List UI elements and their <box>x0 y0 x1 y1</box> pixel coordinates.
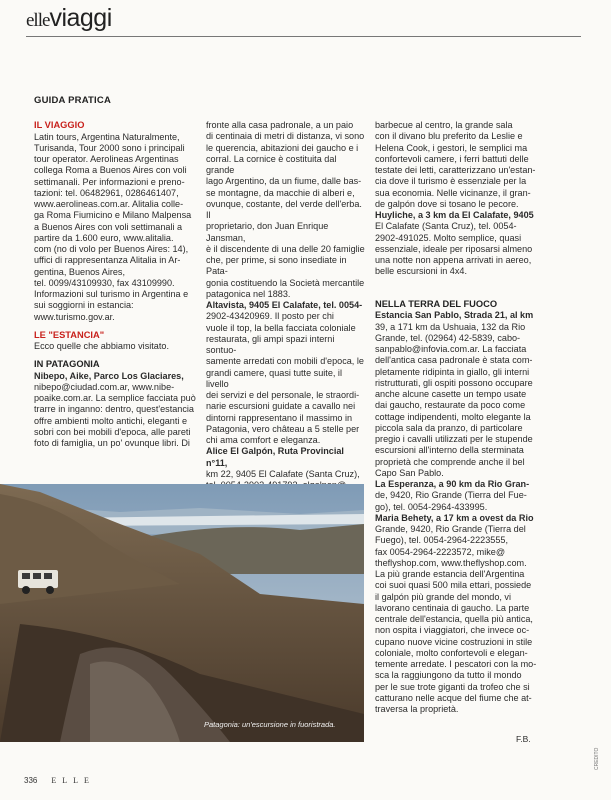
text-line: cupano nuove vicine costruzioni in stile <box>375 636 533 647</box>
text-line: tel. 0099/43109930, fax 43109990. <box>34 277 175 288</box>
patagonia-heading: IN PATAGONIA <box>34 359 100 370</box>
text-line: dell'antica casa padronale è stata com- <box>375 355 533 366</box>
estancia-intro: Ecco quelle che abbiamo visitato. <box>34 341 169 351</box>
text-line: km 22, 9405 El Calafate (Santa Cruz), <box>206 468 360 479</box>
text-line: cia dove il turismo è essenziale per la <box>375 176 527 187</box>
text-line: Capo San Pablo. <box>375 467 444 478</box>
text-line: con il divano blu preferito da Leslie e <box>375 131 523 142</box>
text-line: Patagonia, vero château a 5 stelle per <box>206 423 360 434</box>
text-line: ristrutturati, gli ospiti possono occupare <box>375 377 533 388</box>
text-line: Maria Behety, a 17 km a ovest da Rio <box>375 512 534 523</box>
text-line: per le sue trote giganti da trofeo che si <box>375 681 530 692</box>
page-number: 336 <box>24 776 38 785</box>
text-line: pletamente ridipinta in giallo, gli interni <box>375 366 530 377</box>
patagonia-text <box>34 371 198 450</box>
text-line: gonia costituendo la Società mercantile <box>206 277 365 288</box>
text-line: anche alcune casette un tempo usate <box>375 389 527 399</box>
text-line: è il discendente di una delle 20 famiglie <box>206 243 365 254</box>
viaggio-heading: IL VIAGGIO <box>34 120 85 131</box>
text-line: poaike.com.ar. La semplice facciata può <box>34 393 196 403</box>
text-line: offre ambienti molto antichi, eleganti e <box>34 415 187 426</box>
text-line: belle escursioni in 4x4. <box>375 266 467 277</box>
column-2 <box>206 120 366 536</box>
text-line: partire da 1.600 euro, www.alitalia. <box>34 232 174 243</box>
text-line: piccola sala da pranzo, di particolare <box>375 422 523 433</box>
masthead-viaggi: viaggi <box>49 4 112 32</box>
text-line: www.turismo.gov.ar. <box>34 311 115 322</box>
text-line: Altavista, 9405 El Calafate, tel. 0054- <box>206 300 363 310</box>
text-line: barbecue al centro, la grande sala <box>375 120 513 130</box>
text-line: escursioni all'interno della sterminata <box>375 445 524 456</box>
text-line: Estancia San Pablo, Strada 21, al km <box>375 310 534 321</box>
text-line: ovunque, costante, del verde dell'erba. Il <box>206 198 362 220</box>
text-line: che, per prime, si sono insediate in Pata- <box>206 255 347 277</box>
text-line: trarre in inganno: dentro, quest'estancia <box>34 404 194 415</box>
text-line: lago Argentino, da un fiume, dalle bas- <box>206 176 362 187</box>
estancia-heading: LE "ESTANCIA" <box>34 329 105 340</box>
text-line: La più grande estancia dell'Argentina <box>375 569 525 579</box>
text-line: temente arredate. I pescatori con la mo- <box>375 659 537 669</box>
text-line: una notte non appena arrivati in aereo, <box>375 255 532 265</box>
photo-caption: Patagonia: un'escursione in fuoristrada. <box>204 720 336 729</box>
text-line: fax 0054-2964-2223572, mike@ <box>375 546 506 557</box>
landscape-photo <box>0 484 364 742</box>
text-line: 2902-43420969. Il posto per chi <box>206 311 334 322</box>
text-line: pregio i cavalli utilizzati per le stupende <box>375 434 533 444</box>
text-line: non ospita i viaggiatori, che invece oc- <box>375 625 530 636</box>
text-line: corral. La cornice è costituita dal grande <box>206 153 337 175</box>
text-line: www.aerolineas.com.ar. Alitalia colle- <box>34 199 184 209</box>
text-line: chi ama comfort e eleganza. <box>206 435 321 445</box>
text-line: restaurata, gli ampi spazi interni sontuo- <box>206 333 335 355</box>
photo-credit: CREDITO <box>594 747 600 770</box>
text-line: cottage indipendenti, molto elegante la <box>375 411 531 422</box>
photo-illustration <box>0 484 364 742</box>
text-line: ga Roma Fiumicino e Milano Malpensa <box>34 210 192 221</box>
text-line: Helena Cook, i gestori, le semplici ma <box>375 142 528 153</box>
text-line: sobri con bei mobili d'epoca, alle pareti <box>34 426 191 437</box>
text-line: le querencia, abitazioni dei gaucho e i <box>206 142 359 153</box>
text-line: nibepo@ciudad.com.ar, www.nibe- <box>34 381 175 392</box>
text-line: coloniale, molto confortevoli e elegan- <box>375 647 528 658</box>
text-line: traversa la proprietà. <box>375 704 459 714</box>
text-line: La Esperanza, a 90 km da Rio Gran- <box>375 479 530 489</box>
text-line: vuole il top, la bella facciata coloniale <box>206 322 356 333</box>
text-line: theflyshop.com, www.theflyshop.com. <box>375 557 527 568</box>
text-line: di centinaia di metri di distanza, vi sono <box>206 131 365 142</box>
text-line: El Calafate (Santa Cruz), tel. 0054- <box>375 221 517 232</box>
text-line: de, 9420, Rio Grande (Tierra del Fue- <box>375 490 527 501</box>
text-line: Alice El Galpón, Ruta Provincial n°11, <box>206 446 344 468</box>
text-line: sui soggiorni in estancia: <box>34 300 134 311</box>
text-line: collega Roma a Buenos Aires con voli <box>34 165 187 176</box>
footer-magazine: ELLE <box>51 776 95 785</box>
text-line: fronte alla casa padronale, a un paio <box>206 120 354 130</box>
fuoco-heading: NELLA TERRA DEL FUOCO <box>375 299 498 309</box>
text-line: Nibepo, Aike, Parco Los Glaciares, <box>34 370 184 381</box>
text-line: testate dei letti, caratterizzano un'estan- <box>375 165 536 175</box>
text-line: 2902-491025. Molto semplice, quasi <box>375 232 522 243</box>
text-line: dintorni rappresentano il massimo in <box>206 412 353 423</box>
text-line: proprietario, don Juan Enrique Jansman, <box>206 221 329 243</box>
text-line: tazioni: tel. 06482961, 0286461407, <box>34 187 179 198</box>
text-line: sanpablo@infovia.com.ar. La facciata <box>375 344 527 354</box>
column-3-fuoco <box>375 299 553 715</box>
text-line: go), tel. 0054-2964-433995. <box>375 501 488 512</box>
fuoco-text <box>375 310 553 715</box>
page-footer <box>24 776 95 785</box>
text-line: Informazioni sul turismo in Argentina e <box>34 289 189 299</box>
text-line: coi suoi quasi 500 mila ettari, possiede <box>375 580 532 591</box>
text-line: dei servizi e del personale, le straordi- <box>206 390 360 400</box>
header-rule <box>26 36 581 37</box>
column-3 <box>375 120 545 278</box>
author-signature: F.B. <box>516 734 531 744</box>
text-line: settimanali. Per informazioni e preno- <box>34 176 185 187</box>
text-line: a Buenos Aires con voli settimanali a <box>34 221 183 232</box>
text-line: Latin tours, Argentina Naturalmente, <box>34 131 180 142</box>
text-line: proprietà che comprende anche il bel <box>375 456 525 467</box>
text-line: sca la raggiungono da tutto il mondo <box>375 670 522 681</box>
text-line: foto di famiglia, un po' ovunque libri. Di <box>34 438 190 448</box>
text-line: se montagne, da macchie di alberi e, <box>206 187 355 198</box>
text-line: uffici di rappresentanza Alitalia in Ar- <box>34 255 181 266</box>
text-line: narie escursioni guidate a cavallo nei <box>206 401 356 412</box>
text-line: confortevoli camere, i ferri battuti delle <box>375 153 529 164</box>
text-line: grandi camere, quasi tutte suite, il livello <box>206 367 342 389</box>
text-line: Fuego), tel. 0054-2964-2223555, <box>375 535 508 546</box>
section-kicker: GUIDA PRATICA <box>34 95 112 106</box>
text-line: il galpón più grande del mondo, vi <box>375 591 511 602</box>
text-line: Turisanda, Tour 2000 sono i principali <box>34 142 185 153</box>
text-line: Grande, 9420, Rio Grande (Tierra del <box>375 524 526 534</box>
text-line: centrale dell'estancia, quella più antica, <box>375 614 533 624</box>
masthead-elle: elle <box>26 10 50 31</box>
text-line: dai gaucho, restaurate da poco come <box>375 400 526 411</box>
text-line: essenziale, ideale per riposarsi almeno <box>375 243 533 254</box>
text-line: tour operator. Aerolineas Argentinas <box>34 154 179 164</box>
text-line: gentina, Buenos Aires, <box>34 266 125 277</box>
text-line: catturano nelle acque del fiume che at- <box>375 692 532 703</box>
text-line: Grande, tel. (02964) 42-5839, cabo- <box>375 332 521 343</box>
text-line: de galpón dove si tosano le pecore. <box>375 198 519 209</box>
text-line: sua economia. Nelle vicinanze, il gran- <box>375 187 531 198</box>
text-line: lavorano centinaia di gaucho. La parte <box>375 602 530 613</box>
column-1 <box>34 95 198 449</box>
text-line: samente arredati con mobili d'epoca, le <box>206 356 364 367</box>
text-line: com (no di volo per Buenos Aires: 14), <box>34 244 189 254</box>
masthead <box>26 4 112 33</box>
viaggio-text <box>34 132 198 323</box>
text-line: Huyliche, a 3 km da El Calafate, 9405 <box>375 210 534 220</box>
text-line: patagonica nel 1883. <box>206 288 291 299</box>
text-line: 39, a 171 km da Ushuaia, 132 da Rio <box>375 321 526 332</box>
